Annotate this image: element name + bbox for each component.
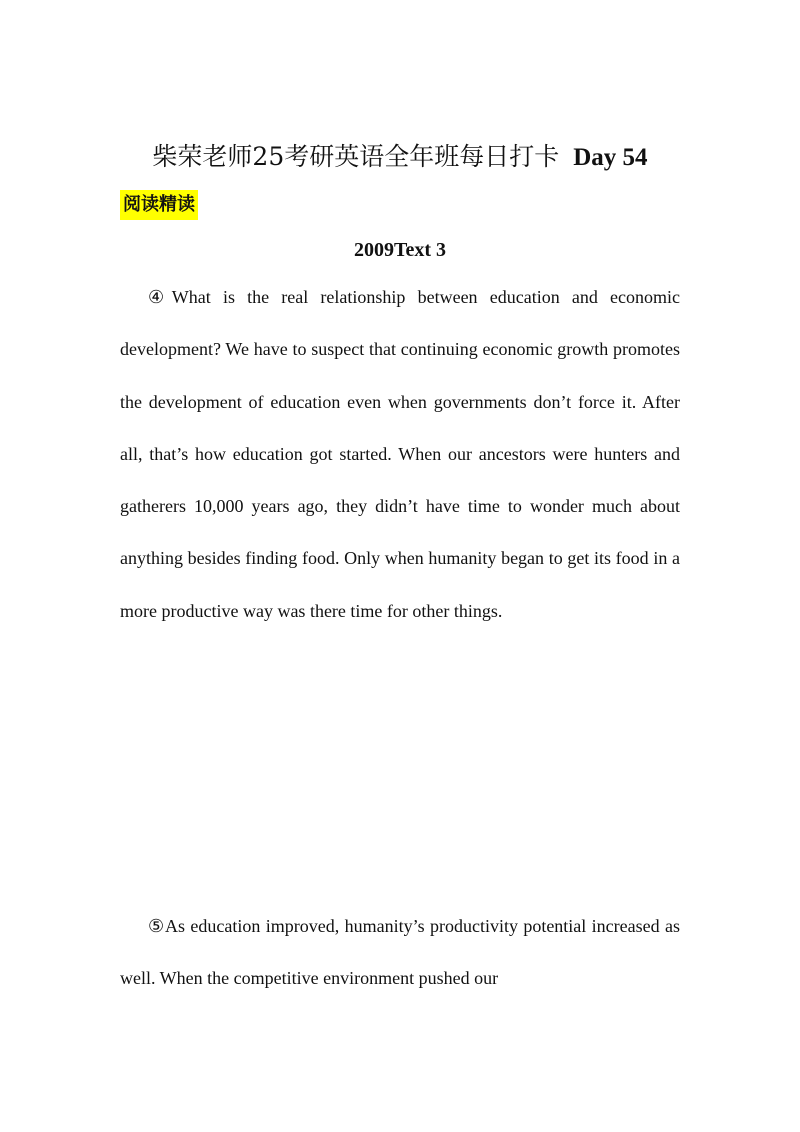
paragraph-5: ⑤As education improved, humanity’s productivity potential increased as well. When the competitive environment pushed our bbox=[120, 916, 680, 989]
paragraph-4: ④What is the real relationship between education and economic development? We have to suspect that continuing economic growth promotes the development of education even when governments don’t force it. After all, that’s how education got started. When our ancestors were hunters and gatherers 10,000 years ago, they didn’t have time to wonder much about anything besides finding food. Only when humanity began to get its food in a more productive way was there time for other things. bbox=[120, 287, 680, 621]
page-title bbox=[0, 137, 800, 178]
title-day-number: Day 54 bbox=[573, 143, 648, 171]
section-label-highlight: 阅读精读 bbox=[120, 190, 198, 220]
title-chinese: 柴荣老师25考研英语全年班每日打卡 bbox=[152, 141, 560, 171]
text-heading: 2009Text 3 bbox=[353, 239, 447, 261]
